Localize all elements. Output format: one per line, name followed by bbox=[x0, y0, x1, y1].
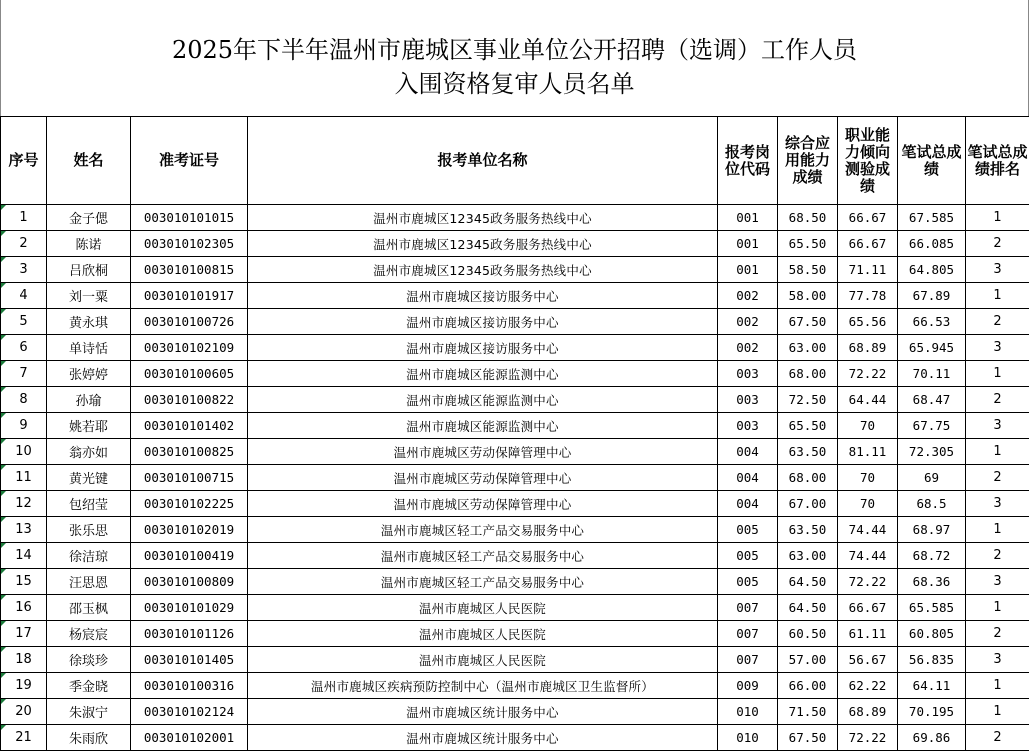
cell-ticket: 003010102225 bbox=[131, 491, 248, 517]
cell-ticket: 003010102109 bbox=[131, 335, 248, 361]
cell-name: 刘一粟 bbox=[47, 283, 131, 309]
cell-unit: 温州市鹿城区疾病预防控制中心（温州市鹿城区卫生监督所） bbox=[248, 673, 718, 699]
cell-post: 004 bbox=[718, 491, 778, 517]
cell-unit: 温州市鹿城区劳动保障管理中心 bbox=[248, 439, 718, 465]
cell-rank: 1 bbox=[966, 283, 1029, 309]
cell-unit: 温州市鹿城区12345政务服务热线中心 bbox=[248, 257, 718, 283]
cell-post: 009 bbox=[718, 673, 778, 699]
cell-score-b: 70 bbox=[838, 491, 898, 517]
cell-name: 杨宸宸 bbox=[47, 621, 131, 647]
table-row bbox=[1, 335, 1029, 361]
cell-unit: 温州市鹿城区12345政务服务热线中心 bbox=[248, 231, 718, 257]
cell-unit: 温州市鹿城区接访服务中心 bbox=[248, 335, 718, 361]
cell-unit: 温州市鹿城区统计服务中心 bbox=[248, 699, 718, 725]
cell-total: 67.585 bbox=[898, 205, 966, 231]
cell-score-b: 61.11 bbox=[838, 621, 898, 647]
cell-name: 张婷婷 bbox=[47, 361, 131, 387]
cell-unit: 温州市鹿城区轻工产品交易服务中心 bbox=[248, 517, 718, 543]
table-row bbox=[1, 283, 1029, 309]
cell-unit: 温州市鹿城区12345政务服务热线中心 bbox=[248, 205, 718, 231]
cell-ticket: 003010100815 bbox=[131, 257, 248, 283]
cell-rank: 1 bbox=[966, 595, 1029, 621]
cell-ticket: 003010101402 bbox=[131, 413, 248, 439]
header-unit: 报考单位名称 bbox=[248, 117, 718, 205]
cell-ticket: 003010100605 bbox=[131, 361, 248, 387]
cell-post: 007 bbox=[718, 621, 778, 647]
cell-ticket: 003010101405 bbox=[131, 647, 248, 673]
cell-name: 徐洁琼 bbox=[47, 543, 131, 569]
cell-score-a: 63.50 bbox=[778, 439, 838, 465]
cell-rank: 2 bbox=[966, 725, 1029, 751]
cell-name: 季金晓 bbox=[47, 673, 131, 699]
cell-name: 翁亦如 bbox=[47, 439, 131, 465]
cell-post: 004 bbox=[718, 439, 778, 465]
cell-total: 64.805 bbox=[898, 257, 966, 283]
cell-score-a: 63.00 bbox=[778, 335, 838, 361]
cell-score-b: 70 bbox=[838, 413, 898, 439]
header-score-b: 职业能力倾向测验成绩 bbox=[838, 117, 898, 205]
cell-ticket: 003010101015 bbox=[131, 205, 248, 231]
cell-total: 64.11 bbox=[898, 673, 966, 699]
cell-rank: 3 bbox=[966, 335, 1029, 361]
cell-rank: 1 bbox=[966, 699, 1029, 725]
cell-total: 68.47 bbox=[898, 387, 966, 413]
cell-rank: 2 bbox=[966, 543, 1029, 569]
cell-score-b: 72.22 bbox=[838, 361, 898, 387]
cell-score-a: 68.00 bbox=[778, 465, 838, 491]
cell-post: 003 bbox=[718, 361, 778, 387]
table-row bbox=[1, 309, 1029, 335]
cell-score-a: 63.50 bbox=[778, 517, 838, 543]
cell-unit: 温州市鹿城区能源监测中心 bbox=[248, 387, 718, 413]
table-row bbox=[1, 387, 1029, 413]
cell-rank: 2 bbox=[966, 387, 1029, 413]
cell-total: 70.11 bbox=[898, 361, 966, 387]
cell-seq: 6 bbox=[1, 335, 47, 361]
cell-name: 单诗恬 bbox=[47, 335, 131, 361]
cell-post: 002 bbox=[718, 335, 778, 361]
cell-rank: 1 bbox=[966, 361, 1029, 387]
cell-name: 金子偲 bbox=[47, 205, 131, 231]
cell-rank: 1 bbox=[966, 205, 1029, 231]
header-post: 报考岗位代码 bbox=[718, 117, 778, 205]
cell-score-a: 68.50 bbox=[778, 205, 838, 231]
cell-rank: 1 bbox=[966, 673, 1029, 699]
table-row bbox=[1, 465, 1029, 491]
table-row bbox=[1, 647, 1029, 673]
document-title bbox=[0, 0, 1029, 116]
header-ticket: 准考证号 bbox=[131, 117, 248, 205]
cell-seq: 13 bbox=[1, 517, 47, 543]
cell-post: 005 bbox=[718, 569, 778, 595]
cell-post: 003 bbox=[718, 413, 778, 439]
cell-score-b: 65.56 bbox=[838, 309, 898, 335]
cell-name: 吕欣桐 bbox=[47, 257, 131, 283]
cell-total: 67.75 bbox=[898, 413, 966, 439]
cell-rank: 3 bbox=[966, 257, 1029, 283]
cell-seq: 16 bbox=[1, 595, 47, 621]
cell-name: 张乐思 bbox=[47, 517, 131, 543]
cell-score-b: 66.67 bbox=[838, 205, 898, 231]
cell-score-a: 63.00 bbox=[778, 543, 838, 569]
header-score-a: 综合应用能力成绩 bbox=[778, 117, 838, 205]
cell-seq: 7 bbox=[1, 361, 47, 387]
cell-seq: 2 bbox=[1, 231, 47, 257]
cell-total: 56.835 bbox=[898, 647, 966, 673]
cell-ticket: 003010101126 bbox=[131, 621, 248, 647]
cell-score-b: 62.22 bbox=[838, 673, 898, 699]
cell-seq: 9 bbox=[1, 413, 47, 439]
cell-ticket: 003010100825 bbox=[131, 439, 248, 465]
table-row bbox=[1, 413, 1029, 439]
cell-score-b: 68.89 bbox=[838, 335, 898, 361]
cell-ticket: 003010100419 bbox=[131, 543, 248, 569]
cell-seq: 21 bbox=[1, 725, 47, 751]
cell-rank: 3 bbox=[966, 647, 1029, 673]
cell-seq: 3 bbox=[1, 257, 47, 283]
cell-post: 004 bbox=[718, 465, 778, 491]
cell-post: 005 bbox=[718, 543, 778, 569]
cell-ticket: 003010102305 bbox=[131, 231, 248, 257]
cell-total: 67.89 bbox=[898, 283, 966, 309]
title-line-2: 入围资格复审人员名单 bbox=[1, 64, 1028, 99]
cell-total: 65.945 bbox=[898, 335, 966, 361]
cell-total: 68.5 bbox=[898, 491, 966, 517]
cell-name: 汪思恩 bbox=[47, 569, 131, 595]
cell-score-b: 81.11 bbox=[838, 439, 898, 465]
cell-post: 002 bbox=[718, 283, 778, 309]
cell-total: 60.805 bbox=[898, 621, 966, 647]
cell-score-b: 56.67 bbox=[838, 647, 898, 673]
cell-post: 007 bbox=[718, 595, 778, 621]
header-seq: 序号 bbox=[1, 117, 47, 205]
cell-score-a: 66.00 bbox=[778, 673, 838, 699]
cell-ticket: 003010101029 bbox=[131, 595, 248, 621]
cell-ticket: 003010100316 bbox=[131, 673, 248, 699]
cell-post: 010 bbox=[718, 725, 778, 751]
cell-total: 72.305 bbox=[898, 439, 966, 465]
table-row bbox=[1, 673, 1029, 699]
cell-total: 69 bbox=[898, 465, 966, 491]
cell-name: 姚若耶 bbox=[47, 413, 131, 439]
cell-score-a: 58.00 bbox=[778, 283, 838, 309]
cell-total: 68.72 bbox=[898, 543, 966, 569]
cell-score-b: 66.67 bbox=[838, 595, 898, 621]
cell-rank: 2 bbox=[966, 309, 1029, 335]
cell-rank: 2 bbox=[966, 621, 1029, 647]
cell-rank: 1 bbox=[966, 517, 1029, 543]
cell-unit: 温州市鹿城区人民医院 bbox=[248, 621, 718, 647]
cell-total: 68.97 bbox=[898, 517, 966, 543]
cell-post: 007 bbox=[718, 647, 778, 673]
cell-score-a: 67.50 bbox=[778, 309, 838, 335]
table-row bbox=[1, 257, 1029, 283]
cell-seq: 15 bbox=[1, 569, 47, 595]
cell-unit: 温州市鹿城区劳动保障管理中心 bbox=[248, 465, 718, 491]
cell-score-b: 74.44 bbox=[838, 543, 898, 569]
cell-post: 005 bbox=[718, 517, 778, 543]
cell-score-a: 64.50 bbox=[778, 569, 838, 595]
cell-ticket: 003010102001 bbox=[131, 725, 248, 751]
cell-ticket: 003010102019 bbox=[131, 517, 248, 543]
cell-score-a: 71.50 bbox=[778, 699, 838, 725]
cell-post: 003 bbox=[718, 387, 778, 413]
table-row bbox=[1, 231, 1029, 257]
cell-unit: 温州市鹿城区统计服务中心 bbox=[248, 725, 718, 751]
cell-score-a: 67.00 bbox=[778, 491, 838, 517]
table-row bbox=[1, 595, 1029, 621]
cell-score-a: 60.50 bbox=[778, 621, 838, 647]
table-body bbox=[1, 205, 1029, 751]
cell-post: 001 bbox=[718, 231, 778, 257]
cell-seq: 11 bbox=[1, 465, 47, 491]
cell-unit: 温州市鹿城区人民医院 bbox=[248, 647, 718, 673]
cell-name: 朱淑宁 bbox=[47, 699, 131, 725]
cell-unit: 温州市鹿城区轻工产品交易服务中心 bbox=[248, 569, 718, 595]
header-name: 姓名 bbox=[47, 117, 131, 205]
cell-seq: 18 bbox=[1, 647, 47, 673]
cell-score-b: 71.11 bbox=[838, 257, 898, 283]
cell-name: 陈诺 bbox=[47, 231, 131, 257]
cell-unit: 温州市鹿城区接访服务中心 bbox=[248, 309, 718, 335]
cell-post: 001 bbox=[718, 205, 778, 231]
cell-seq: 17 bbox=[1, 621, 47, 647]
cell-name: 黄光键 bbox=[47, 465, 131, 491]
cell-name: 邵玉枫 bbox=[47, 595, 131, 621]
cell-name: 包绍莹 bbox=[47, 491, 131, 517]
table-row bbox=[1, 543, 1029, 569]
header-total: 笔试总成绩 bbox=[898, 117, 966, 205]
cell-unit: 温州市鹿城区轻工产品交易服务中心 bbox=[248, 543, 718, 569]
cell-unit: 温州市鹿城区人民医院 bbox=[248, 595, 718, 621]
cell-score-b: 72.22 bbox=[838, 569, 898, 595]
cell-rank: 3 bbox=[966, 413, 1029, 439]
cell-seq: 5 bbox=[1, 309, 47, 335]
cell-score-a: 67.50 bbox=[778, 725, 838, 751]
cell-total: 69.86 bbox=[898, 725, 966, 751]
table-row bbox=[1, 621, 1029, 647]
table-row bbox=[1, 725, 1029, 751]
table-row bbox=[1, 361, 1029, 387]
cell-post: 010 bbox=[718, 699, 778, 725]
cell-score-b: 68.89 bbox=[838, 699, 898, 725]
table-row bbox=[1, 517, 1029, 543]
cell-total: 68.36 bbox=[898, 569, 966, 595]
cell-seq: 19 bbox=[1, 673, 47, 699]
cell-seq: 10 bbox=[1, 439, 47, 465]
cell-total: 65.585 bbox=[898, 595, 966, 621]
table-row bbox=[1, 569, 1029, 595]
cell-score-a: 64.50 bbox=[778, 595, 838, 621]
cell-score-b: 64.44 bbox=[838, 387, 898, 413]
cell-seq: 20 bbox=[1, 699, 47, 725]
cell-score-a: 65.50 bbox=[778, 231, 838, 257]
header-row bbox=[1, 117, 1029, 205]
cell-name: 朱雨欣 bbox=[47, 725, 131, 751]
cell-ticket: 003010100726 bbox=[131, 309, 248, 335]
cell-unit: 温州市鹿城区接访服务中心 bbox=[248, 283, 718, 309]
table-row bbox=[1, 439, 1029, 465]
cell-unit: 温州市鹿城区能源监测中心 bbox=[248, 361, 718, 387]
cell-seq: 8 bbox=[1, 387, 47, 413]
cell-score-b: 66.67 bbox=[838, 231, 898, 257]
cell-ticket: 003010100715 bbox=[131, 465, 248, 491]
cell-score-b: 77.78 bbox=[838, 283, 898, 309]
cell-total: 66.085 bbox=[898, 231, 966, 257]
cell-total: 70.195 bbox=[898, 699, 966, 725]
header-rank: 笔试总成绩排名 bbox=[966, 117, 1029, 205]
cell-score-a: 57.00 bbox=[778, 647, 838, 673]
cell-score-b: 74.44 bbox=[838, 517, 898, 543]
title-line-1: 2025年下半年温州市鹿城区事业单位公开招聘（选调）工作人员 bbox=[1, 30, 1028, 65]
cell-ticket: 003010100809 bbox=[131, 569, 248, 595]
cell-total: 66.53 bbox=[898, 309, 966, 335]
cell-post: 002 bbox=[718, 309, 778, 335]
cell-ticket: 003010100822 bbox=[131, 387, 248, 413]
cell-score-a: 58.50 bbox=[778, 257, 838, 283]
cell-unit: 温州市鹿城区劳动保障管理中心 bbox=[248, 491, 718, 517]
cell-rank: 2 bbox=[966, 465, 1029, 491]
cell-score-a: 72.50 bbox=[778, 387, 838, 413]
cell-rank: 3 bbox=[966, 569, 1029, 595]
cell-ticket: 003010101917 bbox=[131, 283, 248, 309]
candidate-table bbox=[0, 116, 1029, 751]
cell-name: 黄永琪 bbox=[47, 309, 131, 335]
cell-seq: 4 bbox=[1, 283, 47, 309]
cell-rank: 1 bbox=[966, 439, 1029, 465]
cell-name: 徐琰珍 bbox=[47, 647, 131, 673]
cell-post: 001 bbox=[718, 257, 778, 283]
cell-score-b: 72.22 bbox=[838, 725, 898, 751]
cell-seq: 12 bbox=[1, 491, 47, 517]
table-row bbox=[1, 699, 1029, 725]
table-row bbox=[1, 205, 1029, 231]
cell-score-a: 65.50 bbox=[778, 413, 838, 439]
cell-unit: 温州市鹿城区能源监测中心 bbox=[248, 413, 718, 439]
cell-rank: 2 bbox=[966, 231, 1029, 257]
cell-seq: 14 bbox=[1, 543, 47, 569]
cell-name: 孙瑜 bbox=[47, 387, 131, 413]
cell-ticket: 003010102124 bbox=[131, 699, 248, 725]
cell-seq: 1 bbox=[1, 205, 47, 231]
cell-score-b: 70 bbox=[838, 465, 898, 491]
cell-rank: 3 bbox=[966, 491, 1029, 517]
cell-score-a: 68.00 bbox=[778, 361, 838, 387]
table-row bbox=[1, 491, 1029, 517]
